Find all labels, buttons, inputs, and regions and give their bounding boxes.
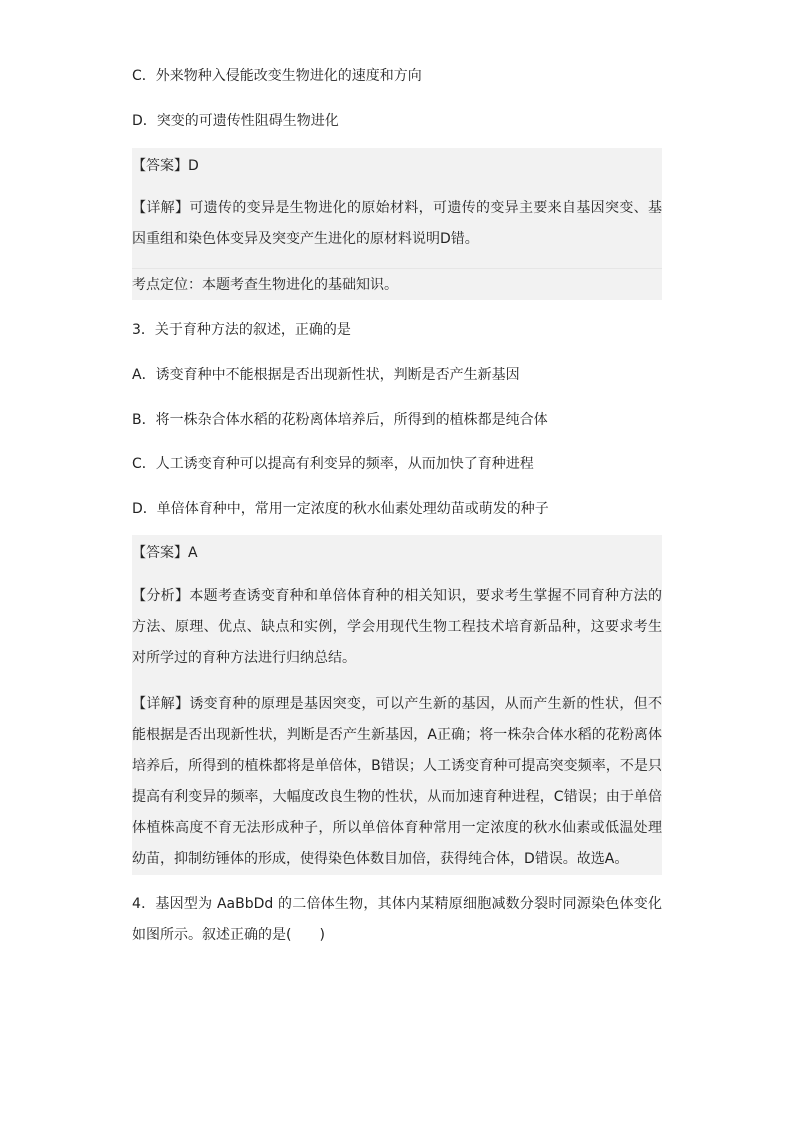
q4-stem: 4．基因型为 AaBbDd 的二倍体生物，其体内某精原细胞减数分裂时同源染色体变化如图所示。叙述正确的是( ) (132, 896, 662, 943)
q3-option-a: A．诱变育种中不能根据是否出现新性状，判断是否产生新基因 (132, 367, 520, 383)
q3-option-b: B．将一株杂合体水稻的花粉离体培养后，所得到的植株都是纯合体 (132, 412, 548, 428)
q2-option-d: D．突变的可遗传性阻碍生物进化 (132, 113, 339, 129)
q3-detail: 【详解】诱变育种的原理是基因突变，可以产生新的基因，从而产生新的性状，但不能根据是否出现新性状，判断是否产生新基因，A正确；将一株杂合体水稻的花粉离体培养后，所得到的植株都将是单倍体，B错误；人工诱变育种可提高突变频率，不是只提高有利变异的频率，大幅度改良生物的性状，从而加速育种进程，C错误；由于单倍体植株高度不育无法形成种子，所以单倍体育种常用一定浓度的秋水仙素或低温处理幼苗，抑制纺锤体的形成，使得染色体数目加倍，获得纯合体，D错误。故选A。 (132, 696, 662, 867)
q2-point: 考点定位：本题考查生物进化的基础知识。 (132, 277, 398, 293)
q3-answer: 【答案】A (132, 545, 198, 561)
q2-answer: 【答案】D (132, 158, 199, 174)
q2-detail: 【详解】可遗传的变异是生物进化的原始材料，可遗传的变异主要来自基因突变、基因重组和染色体变异及突变产生进化的原材料说明D错。 (132, 200, 662, 247)
q3-analysis: 【分析】本题考查诱变育种和单倍体育种的相关知识，要求考生掌握不同育种方法的方法、原理、优点、缺点和实例，学会用现代生物工程技术培育新品种，这要求考生对所学过的育种方法进行归纳总结。 (132, 588, 662, 666)
q2-answer-divider (132, 268, 662, 269)
q3-stem: 3．关于育种方法的叙述，正确的是 (132, 322, 351, 338)
q2-option-c: C．外来物种入侵能改变生物进化的速度和方向 (132, 68, 422, 84)
q3-option-d: D．单倍体育种中，常用一定浓度的秋水仙素处理幼苗或萌发的种子 (132, 501, 549, 517)
q3-option-c: C．人工诱变育种可以提高有利变异的频率，从而加快了育种进程 (132, 456, 534, 472)
